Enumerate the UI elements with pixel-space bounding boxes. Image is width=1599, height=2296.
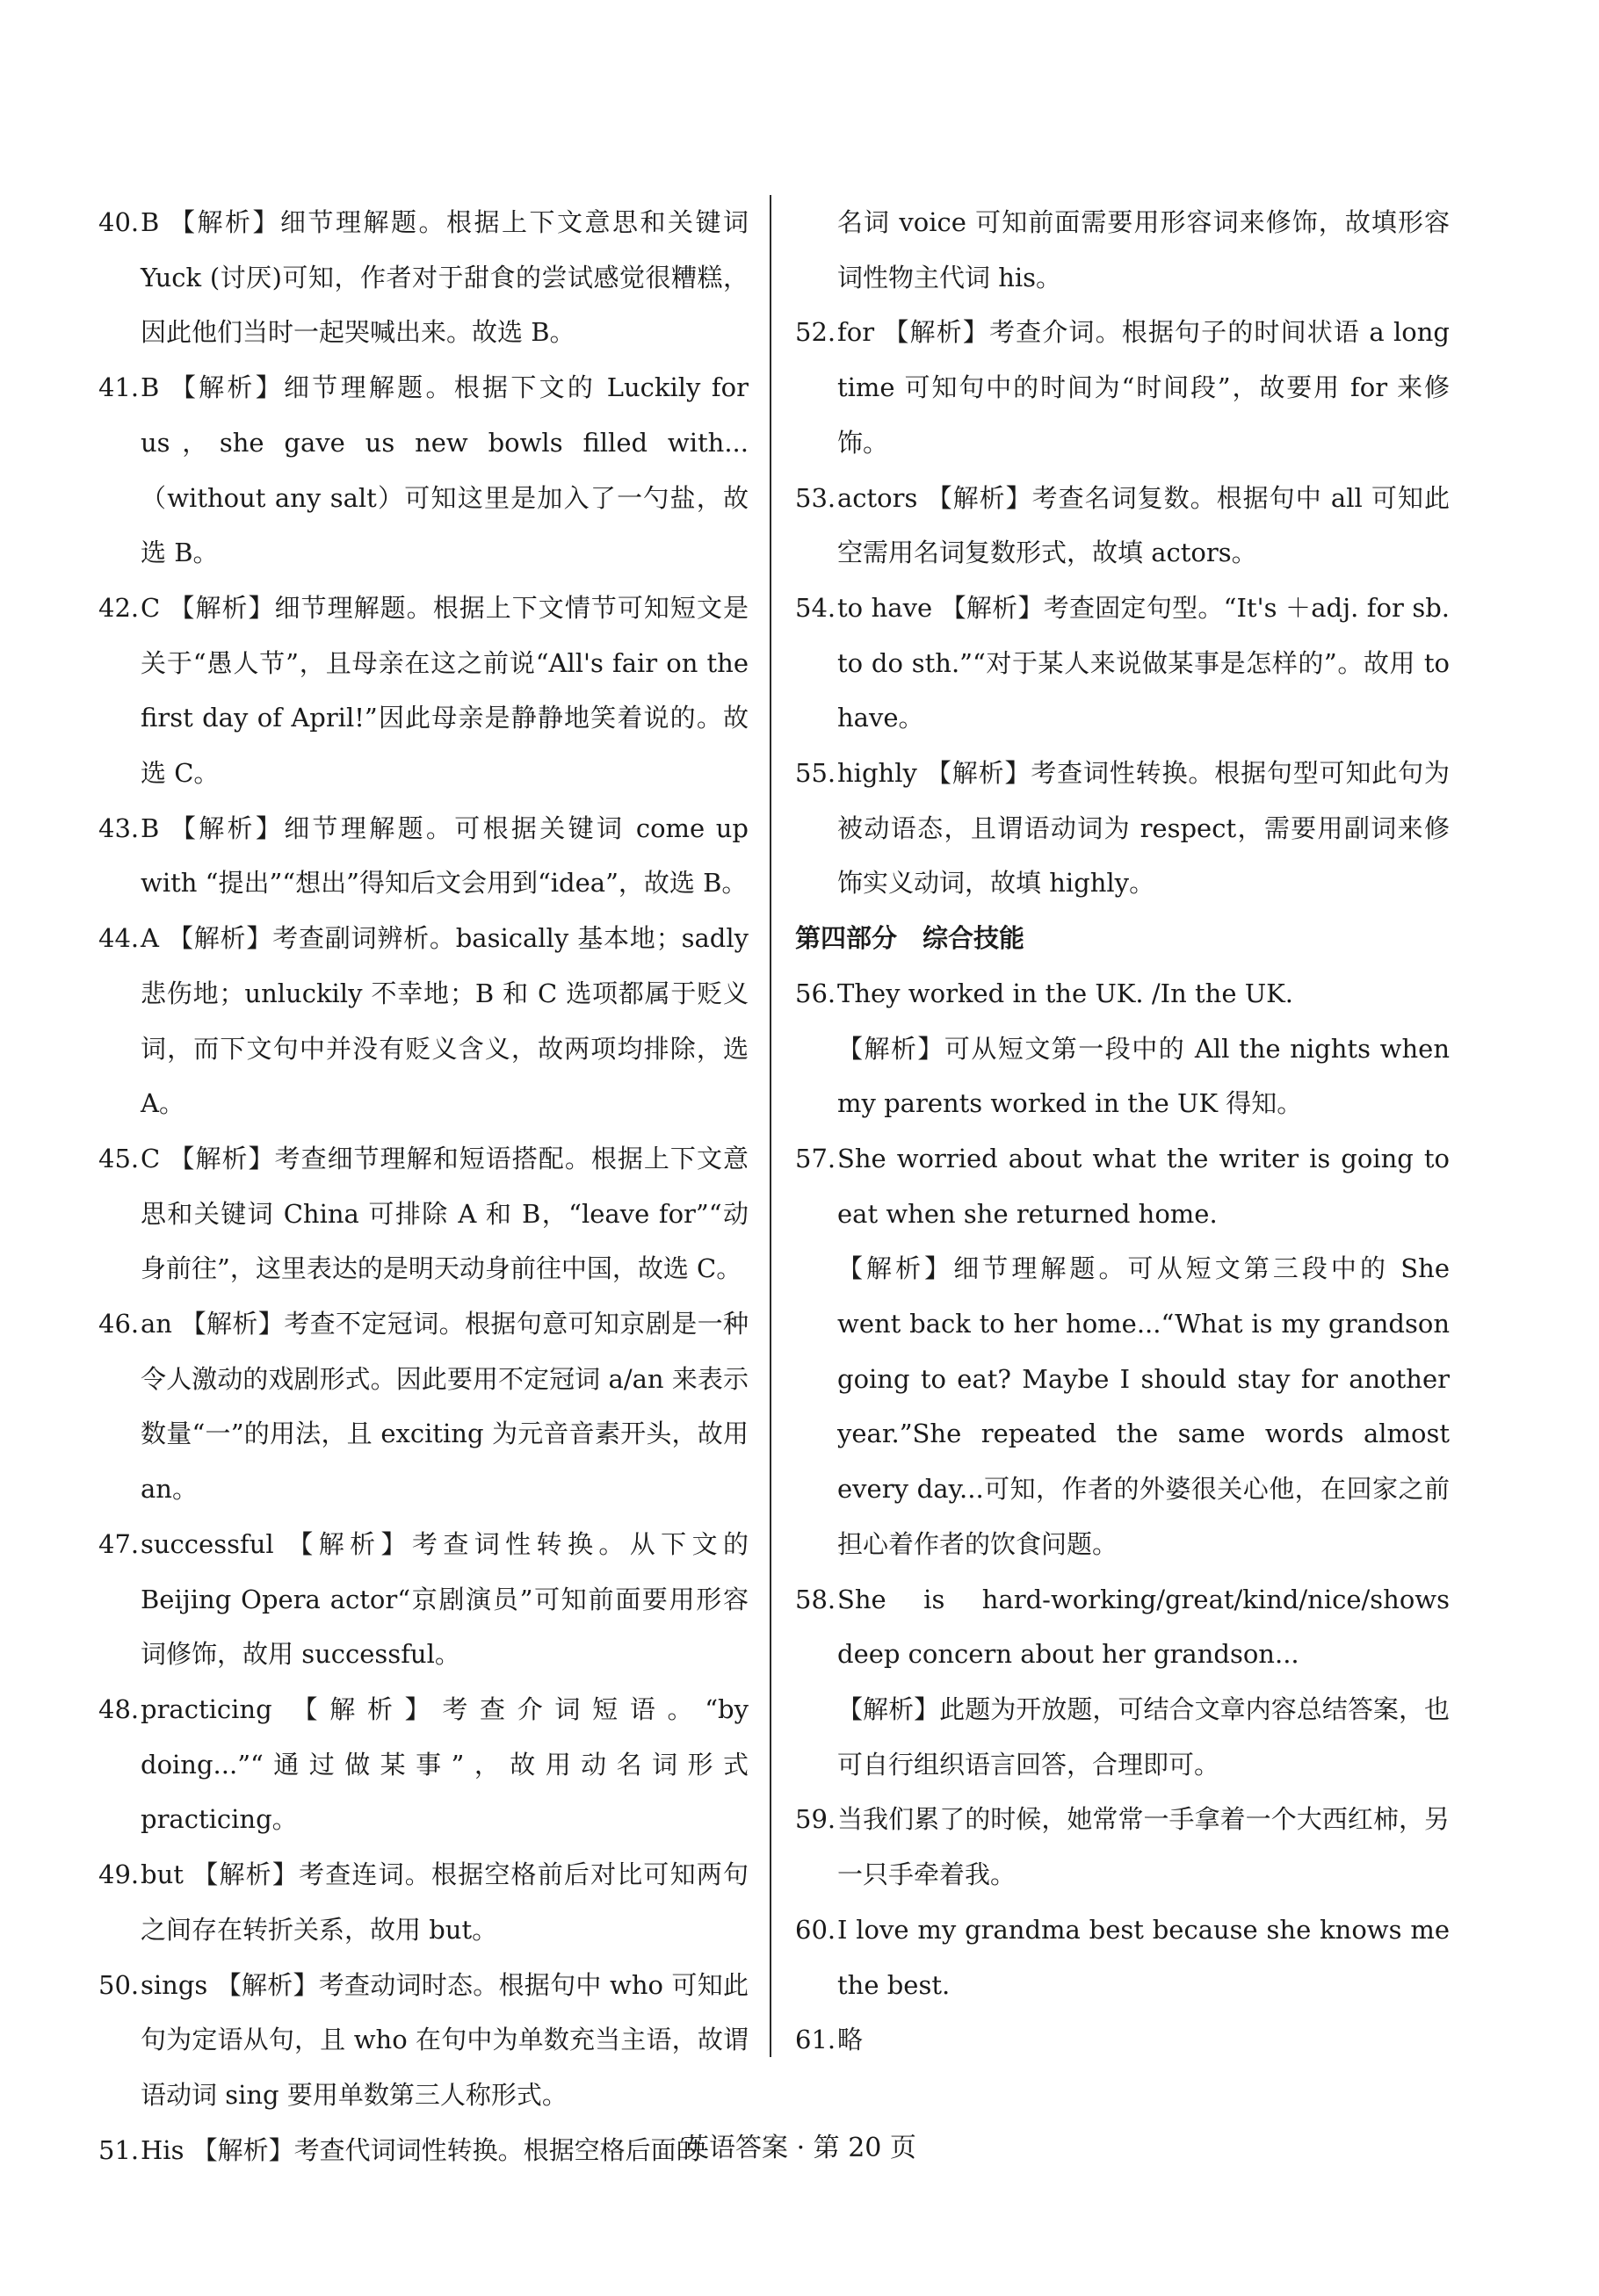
answer-text: B 【解析】细节理解题。根据上下文意思和关键词 Yuck (讨厌)可知，作者对于甜食的尝试感觉很糟糕，因此他们当时一起哭喊出来。故选 B。: [141, 207, 749, 348]
answer-text: His 【解析】考查代词词性转换。根据空格后面的: [141, 2134, 702, 2165]
answer-text: She is hard-working/great/kind/nice/shows deep concern about her grandson...: [837, 1584, 1450, 1670]
answer-text: B 【解析】细节理解题。根据下文的 Luckily for us，she gave us new bowls filled with...（without any salt）可知这里是加入了一勺盐，故选 B。: [141, 372, 749, 568]
answer-text: C 【解析】考查细节理解和短语搭配。根据上下文意思和关键词 China 可排除 A 和 B，“leave for”“动身前往”，这里表达的是明天动身前往中国，故选 C。: [141, 1143, 749, 1284]
answer-item: 51. His 【解析】考查代词词性转换。根据空格后面的: [98, 2123, 749, 2178]
answer-text: practicing 【解析】考查介词短语。“by doing...”“通过做某事”，故用动名词形式 practicing。: [141, 1693, 749, 1835]
answer-item: 45. C 【解析】考查细节理解和短语搭配。根据上下文意思和关键词 China 可排除 A 和 B，“leave for”“动身前往”，这里表达的是明天动身前往中国，故选 C。: [98, 1131, 749, 1296]
answer-item: 59. 当我们累了的时候，她常常一手拿着一个大西红柿，另一只手牵着我。: [795, 1792, 1450, 1902]
answer-item: 49. but 【解析】考查连词。根据空格前后对比可知两句之间存在转折关系，故用 but。: [98, 1847, 749, 1957]
analysis-text: 【解析】可从短文第一段中的 All the nights when my parents worked in the UK 得知。: [837, 1033, 1450, 1119]
answer-item: 57. She worried about what the writer is going to eat when she returned home.: [795, 1131, 1450, 1241]
left-column: [98, 195, 749, 2177]
page-footer: 英语答案 · 第 20 页: [683, 2133, 916, 2163]
answer-item: 53. actors 【解析】考查名词复数。根据句中 all 可知此空需用名词复数形式，故填 actors。: [795, 471, 1450, 581]
answer-item: 43. B 【解析】细节理解题。可根据关键词 come up with “提出”“想出”得知后文会用到“idea”，故选 B。: [98, 801, 749, 911]
answer-text: but 【解析】考查连词。根据空格前后对比可知两句之间存在转折关系，故用 but。: [141, 1859, 749, 1945]
answer-text: 略: [837, 2025, 864, 2055]
answer-item: 55. highly 【解析】考查词性转换。根据句型可知此句为被动语态，且谓语动词为 respect，需要用副词来修饰实义动词，故填 highly。: [795, 746, 1450, 911]
answer-item: 48. practicing 【解析】考查介词短语。“by doing...”“通过做某事”，故用动名词形式 practicing。: [98, 1682, 749, 1847]
answer-item: 47. successful 【解析】考查词性转换。从下文的 Beijing Opera actor“京剧演员”可知前面要用形容词修饰，故用 successful。: [98, 1517, 749, 1682]
answer-item: 60. I love my grandma best because she knows me the best.: [795, 1903, 1450, 2012]
answer-text: for 【解析】考查介词。根据句子的时间状语 a long time 可知句中的时间为“时间段”，故要用 for 来修饰。: [837, 317, 1450, 458]
answer-text: They worked in the UK. /In the UK.: [837, 978, 1294, 1008]
answer-item: 54. to have 【解析】考查固定句型。“It's ＋adj. for sb. to do sth.”“对于某人来说做某事是怎样的”。故用 to have。: [795, 581, 1450, 746]
section-heading: 第四部分 综合技能: [795, 923, 1025, 954]
answer-item: 41. B 【解析】细节理解题。根据下文的 Luckily for us，she gave us new bowls filled with...（without any salt）可知这里是加入了一勺盐，故选 B。: [98, 360, 749, 581]
answer-item: 40. B 【解析】细节理解题。根据上下文意思和关键词 Yuck (讨厌)可知，作者对于甜食的尝试感觉很糟糕，因此他们当时一起哭喊出来。故选 B。: [98, 195, 749, 360]
column-divider: [770, 195, 771, 2057]
answer-item: 56. They worked in the UK. /In the UK.: [795, 966, 1450, 1022]
answer-text: actors 【解析】考查名词复数。根据句中 all 可知此空需用名词复数形式，故填 actors。: [837, 482, 1450, 568]
answer-text: an 【解析】考查不定冠词。根据句意可知京剧是一种令人激动的戏剧形式。因此要用不定冠词 a/an 来表示数量“一”的用法，且 exciting 为元音音素开头，故用 an。: [141, 1309, 749, 1505]
analysis-text: 【解析】此题为开放题，可结合文章内容总结答案，也可自行组织语言回答，合理即可。: [837, 1693, 1450, 1780]
answer-item: 42. C 【解析】细节理解题。根据上下文情节可知短文是关于“愚人节”，且母亲在这之前说“All's fair on the first day of April!”因此母亲是静静地笑着说的。故选 C。: [98, 581, 749, 801]
answer-text: B 【解析】细节理解题。可根据关键词 come up with “提出”“想出”得知后文会用到“idea”，故选 B。: [141, 812, 749, 899]
answer-item: 44. A 【解析】考查副词辨析。basically 基本地；sadly 悲伤地；unluckily 不幸地；B 和 C 选项都属于贬义词，而下文句中并没有贬义含义，故两项均排除，选 A。: [98, 911, 749, 1131]
answer-item: 61. 略: [795, 2012, 1450, 2068]
answer-text: sings 【解析】考查动词时态。根据句中 who 可知此句为定语从句，且 who 在句中为单数充当主语，故谓语动词 sing 要用单数第三人称形式。: [141, 1969, 749, 2110]
continuation-text: 名词 voice 可知前面需要用形容词来修饰，故填形容词性物主代词 his。: [837, 207, 1450, 292]
answer-text: highly 【解析】考查词性转换。根据句型可知此句为被动语态，且谓语动词为 respect，需要用副词来修饰实义动词，故填 highly。: [837, 758, 1450, 899]
answer-text: A 【解析】考查副词辨析。basically 基本地；sadly 悲伤地；unluckily 不幸地；B 和 C 选项都属于贬义词，而下文句中并没有贬义含义，故两项均排除，选 A。: [141, 923, 749, 1119]
answer-text: 当我们累了的时候，她常常一手拿着一个大西红柿，另一只手牵着我。: [837, 1804, 1450, 1890]
answer-item: 52. for 【解析】考查介词。根据句子的时间状语 a long time 可知句中的时间为“时间段”，故要用 for 来修饰。: [795, 305, 1450, 470]
answer-text: C 【解析】细节理解题。根据上下文情节可知短文是关于“愚人节”，且母亲在这之前说“All's fair on the first day of April!”因此母亲是静静地笑着说的。故选 C。: [141, 592, 749, 789]
answer-item: 58. She is hard-working/great/kind/nice/shows deep concern about her grandson...: [795, 1572, 1450, 1682]
answer-text: to have 【解析】考查固定句型。“It's ＋adj. for sb. to do sth.”“对于某人来说做某事是怎样的”。故用 to have。: [837, 592, 1450, 733]
analysis-text: 【解析】细节理解题。可从短文第三段中的 She went back to her home...“What is my grandson going to eat? Maybe I should stay for another year.”She repeated the same words almost every day...可知，作者的外婆很关心他，在回家之前担心着作者的饮食问题。: [837, 1253, 1450, 1559]
answer-text: successful 【解析】考查词性转换。从下文的 Beijing Opera actor“京剧演员”可知前面要用形容词修饰，故用 successful。: [141, 1528, 749, 1670]
answer-item: 50. sings 【解析】考查动词时态。根据句中 who 可知此句为定语从句，且 who 在句中为单数充当主语，故谓语动词 sing 要用单数第三人称形式。: [98, 1958, 749, 2123]
answer-text: I love my grandma best because she knows me the best.: [837, 1914, 1450, 2000]
right-column: [795, 195, 1450, 2068]
answer-text: She worried about what the writer is going to eat when she returned home.: [837, 1143, 1450, 1229]
answer-item: 46. an 【解析】考查不定冠词。根据句意可知京剧是一种令人激动的戏剧形式。因此要用不定冠词 a/an 来表示数量“一”的用法，且 exciting 为元音音素开头，故用 an。: [98, 1296, 749, 1517]
